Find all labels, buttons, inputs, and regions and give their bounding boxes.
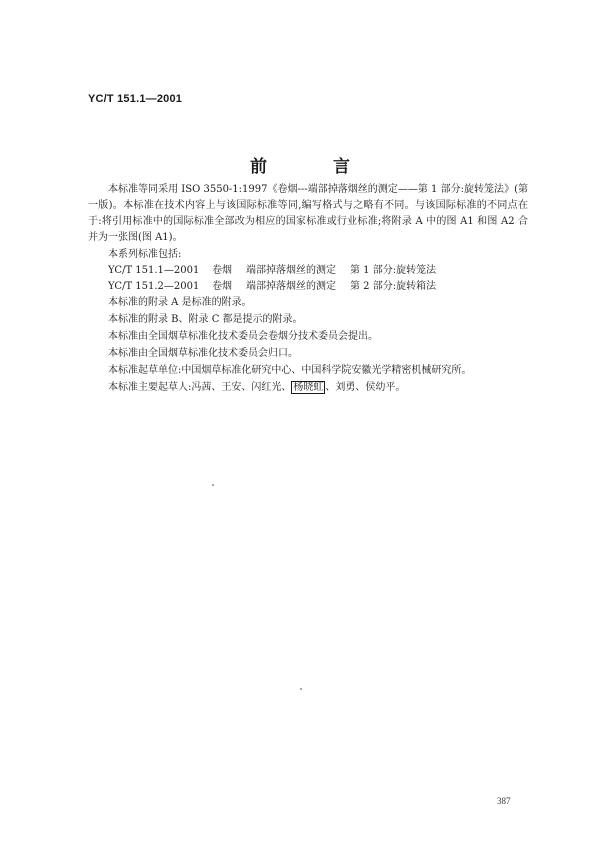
series-item-code: YC/T 151.1—2001 — [108, 265, 200, 276]
series-item-name: 卷烟 — [212, 265, 232, 276]
series-item-name: 卷烟 — [212, 281, 232, 292]
paragraph-series-intro: 本系列标准包括: — [108, 249, 182, 260]
paragraph-drafting-units: 本标准起草单位:中国烟草标准化研究中心、中国科学院安徽光学精密机械研究所。 — [108, 365, 472, 376]
page-number: 387 — [497, 796, 511, 806]
paragraph-appendix-bc: 本标准的附录 B、附录 C 都是提示的附录。 — [108, 314, 303, 325]
series-item-2 — [88, 279, 528, 295]
series-item-part: 第 2 部分:旋转箱法 — [350, 281, 437, 292]
series-item-title: 端部掉落烟丝的测定 — [246, 265, 336, 276]
series-item-title: 端部掉落烟丝的测定 — [246, 281, 336, 292]
document-code: YC/T 151.1—2001 — [88, 93, 183, 105]
drafter-boxed-name: 杨晓虹 — [293, 382, 324, 393]
drafters-leading: 本标准主要起草人:冯茜、王安、闪红光、 — [108, 382, 292, 393]
series-item-code: YC/T 151.2—2001 — [108, 281, 200, 292]
paragraph-proposed-by: 本标准由全国烟草标准化技术委员会卷烟分技术委员会提出。 — [108, 331, 378, 342]
scan-speck — [300, 688, 302, 690]
drafters-trailing: 、刘勇、侯幼平。 — [325, 382, 406, 393]
paragraph-appendix-a: 本标准的附录 A 是标准的附录。 — [108, 297, 252, 308]
paragraph-adoption: 本标准等同采用 ISO 3550-1:1997《卷烟---端部掉落烟丝的测定——第 1 部分:旋转笼法》(第一版)。本标准在技术内容上与该国际标准等同,编写格式与之略有不同。与该国际标准的不同点在于:将引用标准中的国际标准全部改为相应的国家标准或行业标准;将附录 A 中的图 A1 和图 A2 合并为一张图(图 A1)。 — [88, 184, 528, 243]
paragraph-drafters — [88, 380, 528, 396]
paragraph-managed-by: 本标准由全国烟草标准化技术委员会归口。 — [108, 348, 298, 359]
series-item-part: 第 1 部分:旋转笼法 — [350, 265, 437, 276]
scan-speck — [212, 484, 214, 486]
page-title: 前 言 — [250, 157, 380, 177]
series-item-1 — [88, 263, 528, 279]
foreword-body — [88, 182, 528, 396]
